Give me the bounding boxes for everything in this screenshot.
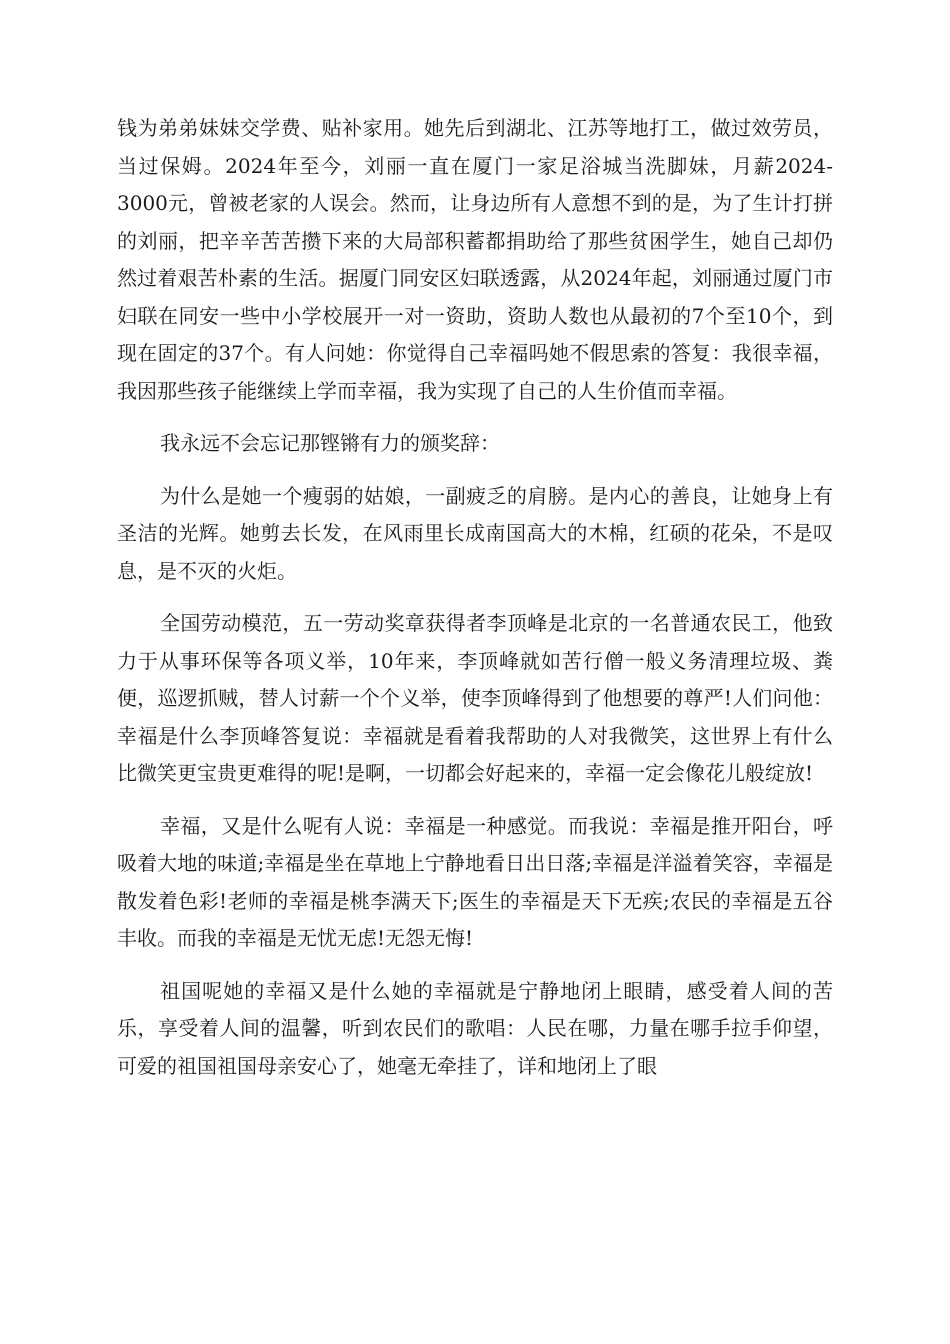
paragraph-5: 幸福，又是什么呢有人说：幸福是一种感觉。而我说：幸福是推开阳台，呼吸着大地的味道;幸福是坐在草地上宁静地看日出日落;幸福是洋溢着笑容，幸福是散发着色彩!老师的幸福是桃李满天下;医生的幸福是天下无疾;农民的幸福是五谷丰收。而我的幸福是无忧无虑!无怨无悔! — [117, 813, 833, 950]
paragraph-4: 全国劳动模范，五一劳动奖章获得者李顶峰是北京的一名普通农民工，他致力于从事环保等各项义举，10年来，李顶峰就如苦行僧一般义务清理垃圾、粪便，巡逻抓贼，替人讨薪一个个义举，使李顶峰得到了他想要的尊严!人们问他：幸福是什么李顶峰答复说：幸福就是看着我帮助的人对我微笑，这世界上有什么比微笑更宝贵更难得的呢!是啊，一切都会好起来的，幸福一定会像花儿般绽放! — [117, 611, 833, 785]
paragraph-6: 祖国呢她的幸福又是什么她的幸福就是宁静地闭上眼睛，感受着人间的苦乐，享受着人间的温馨，听到农民们的歌唱：人民在哪，力量在哪手拉手仰望，可爱的祖国祖国母亲安心了，她毫无牵挂了，详和地闭上了眼 — [117, 978, 833, 1078]
document-body — [117, 110, 833, 1100]
paragraph-3: 为什么是她一个瘦弱的姑娘，一副疲乏的肩膀。是内心的善良，让她身上有圣洁的光辉。她剪去长发，在风雨里长成南国高大的木棉，红硕的花朵，不是叹息，是不灭的火炬。 — [117, 483, 833, 583]
paragraph-1: 钱为弟弟妹妹交学费、贴补家用。她先后到湖北、江苏等地打工，做过效劳员，当过保姆。2024年至今，刘丽一直在厦门一家足浴城当洗脚妹，月薪2024-3000元，曾被老家的人误会。然而，让身边所有人意想不到的是，为了生计打拼的刘丽，把辛辛苦苦攒下来的大局部积蓄都捐助给了那些贫困学生，她自己却仍然过着艰苦朴素的生活。据厦门同安区妇联透露，从2024年起，刘丽通过厦门市妇联在同安一些中小学校展开一对一资助，资助人数也从最初的7个至10个，到现在固定的37个。有人问她：你觉得自己幸福吗她不假思索的答复：我很幸福，我因那些孩子能继续上学而幸福，我为实现了自己的人生价值而幸福。 — [117, 116, 833, 403]
paragraph-2: 我永远不会忘记那铿锵有力的颁奖辞： — [160, 431, 500, 455]
